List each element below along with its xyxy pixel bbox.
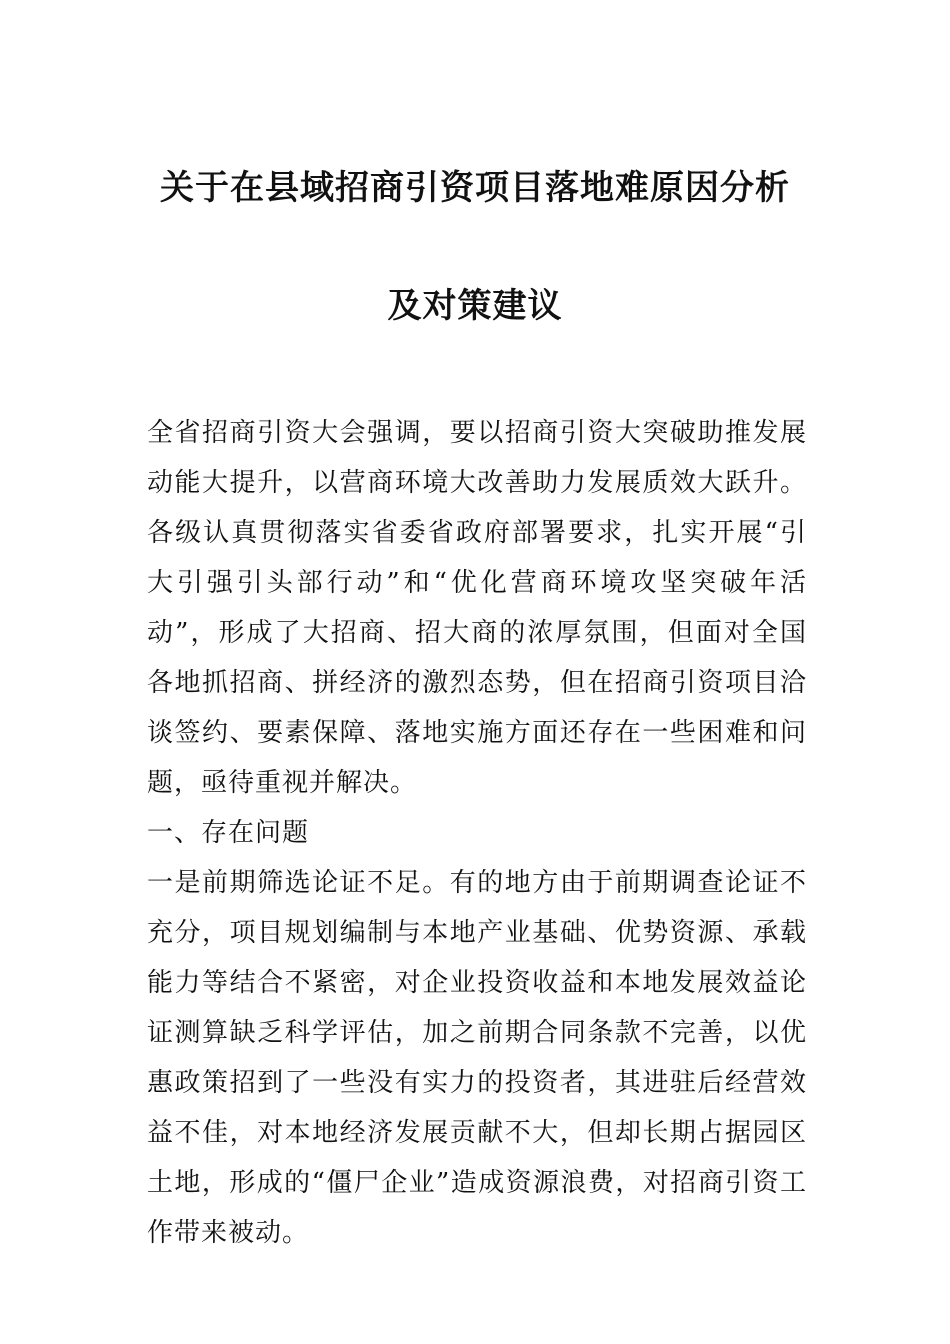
problem-paragraph-1: 一是前期筛选论证不足。有的地方由于前期调查论证不充分，项目规划编制与本地产业基础、优势资源、承载能力等结合不紧密，对企业投资收益和本地发展效益论证测算缺乏科学评估，加之前期合同条款不完善，以优惠政策招到了一些没有实力的投资者，其进驻后经营效益不佳，对本地经济发展贡献不大，但却长期占据园区土地，形成的“僵尸企业”造成资源浪费，对招商引资工作带来被动。 [147, 868, 807, 1248]
intro-paragraph: 全省招商引资大会强调，要以招商引资大突破助推发展动能大提升，以营商环境大改善助力发展质效大跃升。各级认真贯彻落实省委省政府部署要求，扎实开展“引大引强引头部行动”和“优化营商环境攻坚突破年活动”，形成了大招商、招大商的浓厚氛围，但面对全国各地抓招商、拼经济的激烈态势，但在招商引资项目洽谈签约、要素保障、落地实施方面还存在一些困难和问题，亟待重视并解决。 [147, 418, 807, 798]
document-title-line-1: 关于在县域招商引资项目落地难原因分析 [160, 168, 790, 208]
section-heading-problems: 一、存在问题 [147, 818, 310, 848]
document-title-line-2: 及对策建议 [387, 286, 563, 326]
